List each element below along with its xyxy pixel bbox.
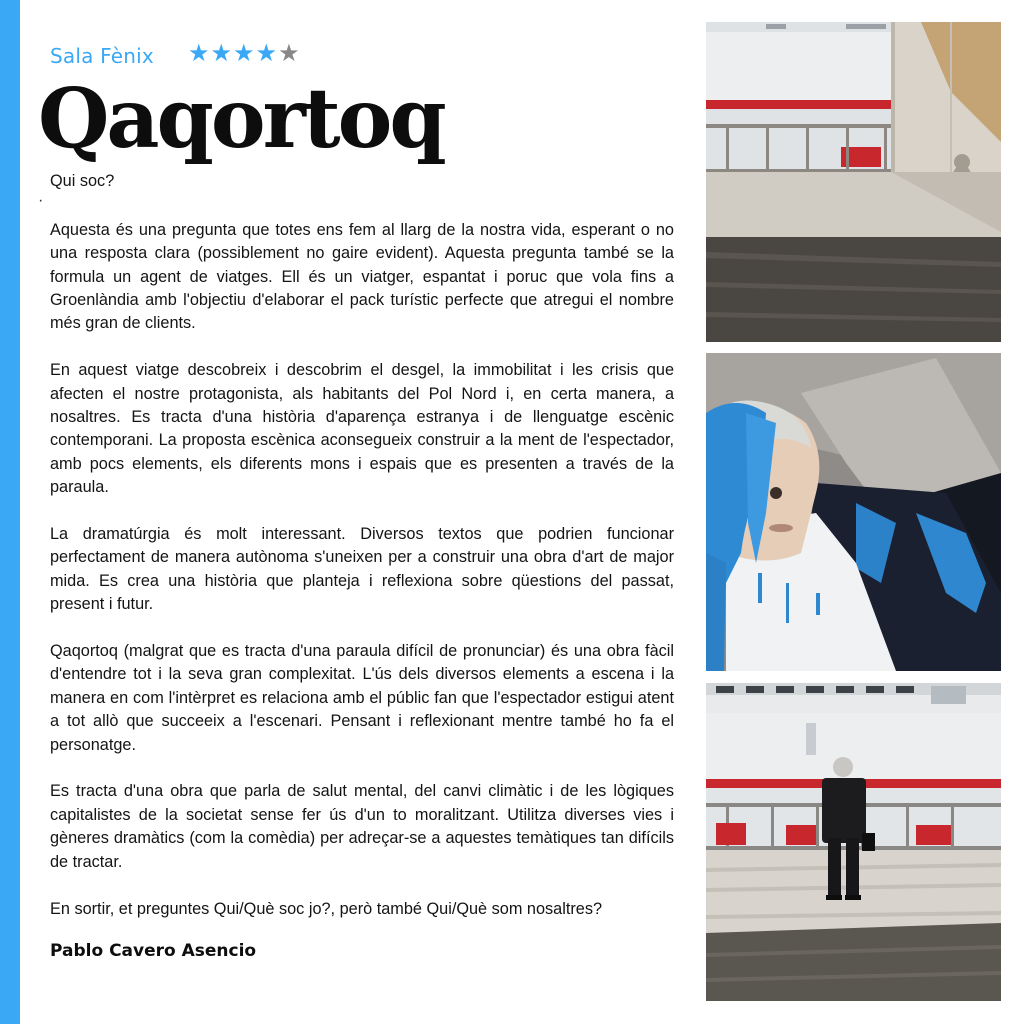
accent-bar xyxy=(0,0,20,1024)
bullet-mark: · xyxy=(38,192,44,210)
paragraph-4: Qaqortoq (malgrat que es tracta d'una paraula difícil de pronunciar) és una obra fàcil d'entendre tot i la seva gran complexitat. L'ús dels diversos elements a escena i la manera en com l'intèrpret es relaciona amb el públic fan que l'espectador estigui atent a tot allò que succeeix a l'escenari. Pensant i reflexionant mentre també ho fa el personatge. xyxy=(50,642,674,754)
photo-blue-paint-portrait xyxy=(706,353,1001,671)
venue-name: Sala Fènix xyxy=(50,44,154,68)
paragraph-5: Es tracta d'una obra que parla de salut mental, del canvi climàtic i de les lògiques capitalistes de la societat sense fer ús d'un to moralitzant. Utilitza diverses vies i gèneres dramàtics (com la comèdia) per adreçar-se a aquestes temàtiques tan difícils de tractar. xyxy=(50,782,674,871)
star-icon: ★ xyxy=(188,39,211,67)
photo-man-with-briefcase xyxy=(706,683,1001,1001)
star-icon: ★ xyxy=(210,39,234,67)
photo-ship-deck xyxy=(706,22,1001,342)
closing-paragraph: En sortir, et preguntes Qui/Què soc jo?, però també Qui/Què som nosaltres? xyxy=(50,899,603,918)
star-icon: ★ xyxy=(278,39,301,67)
author-name: Pablo Cavero Asencio xyxy=(50,941,257,961)
review-body xyxy=(38,170,674,921)
page-title: Qaqortoq xyxy=(38,71,444,167)
star-icon: ★ xyxy=(255,39,279,67)
star-rating xyxy=(188,41,301,65)
paragraph-2: En aquest viatge descobreix i descobrim el desgel, la immobilitat i les crisis que afecten el nostre protagonista, als habitants del Pol Nord i, en certa manera, a nosaltres. Es tracta d'una història d'aparença estranya i de llenguatge escènic contemporani. La proposta escènica aconsegueix construir a la ment de l'espectador, amb pocs elements, els diferents mons i espais que es presenten a través de la paraula. xyxy=(50,361,674,497)
paragraph-1: Aquesta és una pregunta que totes ens fem al llarg de la nostra vida, esperant o no una resposta clara (possiblement no gaire evident). Aquesta pregunta també se la formula un agent de viatges. Ell és un viatger, espantat i poruc que vola fins a Groenlàndia amb l'objectiu d'elaborar el pack turístic perfecte que atregui el nombre més gran de clients. xyxy=(50,220,674,333)
star-icon: ★ xyxy=(233,39,256,67)
opening-question: Qui soc? xyxy=(50,172,115,190)
paragraph-3: La dramatúrgia és molt interessant. Diversos textos que podrien funcionar perfectament de manera autònoma s'uneixen per a construir una obra d'art de major mida. Es crea una història que planteja i reflexiona sobre qüestions del passat, present i futur. xyxy=(50,525,674,614)
